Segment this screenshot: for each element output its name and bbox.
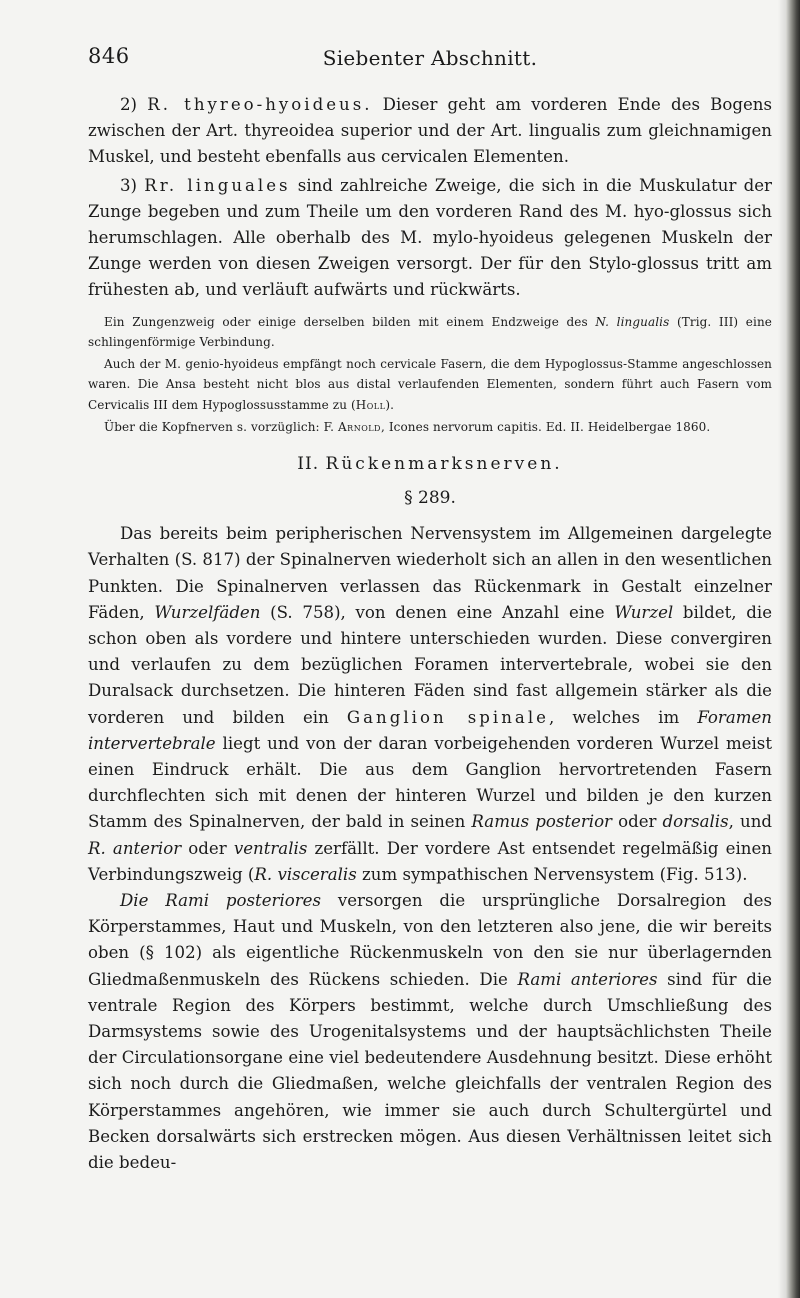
small-print-notes bbox=[88, 312, 772, 438]
note-text: , Icones nervorum capitis. Ed. II. Heidelbergae 1860. bbox=[380, 419, 711, 434]
running-head: Siebenter Abschnitt. bbox=[322, 46, 538, 70]
body-text: sind für die ventrale Region des Körpers bestimmt, welche durch Umschließung des Darmsystems sowie des Urogenitalsystems und der hauptsächlichsten Theile der Circulationsorgane eine viel bedeutendere Ausdehnung besitzt. Diese erhöht sich noch durch die Gliedmaßen, welche gleichfalls der ventralen Region des Körperstammes angehören, wie immer sie auch durch Schultergürtel und Becken dorsalwärts sich erstrecken mögen. Aus diesen Verhältnissen leitet sich die bedeu- bbox=[88, 969, 772, 1173]
body-text: Das bereits beim peripherischen Nervensystem im Allgemeinen dargelegte Verhalten (S. 817) der Spinalnerven wiederholt sich an allen in den wesentlichen Punkten. Die Spinalnerven verlassen das Rückenmark in Gestalt einzelner Fäden, bbox=[88, 524, 772, 622]
note-text: Ein Zungenzweig oder einige derselben bilden mit einem Endzweige des bbox=[104, 314, 596, 329]
page-header bbox=[88, 44, 772, 78]
section-heading bbox=[88, 451, 772, 477]
spaced-term: Ganglion spinale bbox=[346, 707, 549, 727]
paragraph-rami bbox=[88, 888, 772, 1176]
italic-term: ventralis bbox=[233, 838, 308, 858]
note-zungenzweig bbox=[88, 312, 772, 353]
body-text: versorgen die ursprüngliche Dorsalregion des Körperstammes, Haut und Muskeln, von den letzteren also jene, die wir bereits oben (§ 102) als eigentliche Rückenmuskeln von den sie nur überlagernden Gliedmaßenmuskeln des Rückens schieden. Die bbox=[88, 891, 772, 989]
body-text: bildet, die schon oben als vordere und hintere unterschieden wurden. Diese convergiren und verlaufen zu dem bezüglichen Foramen intervertebrale, wobei sie den Duralsack durchsetzen. Die hinteren Fäden sind fast allgemein stärker als die vorderen und bilden ein bbox=[88, 602, 773, 727]
section-body bbox=[88, 521, 772, 1176]
item-number: 3) bbox=[120, 175, 138, 195]
paragraph-text: Dieser geht am vorderen Ende des Bogens zwischen der Art. thyreoidea superior und der Art. lingualis zum gleichnamigen Muskel, und besteht ebenfalls aus cervicalen Elementen. bbox=[88, 95, 772, 167]
paragraph-spinalnerven bbox=[88, 521, 772, 888]
page-number: 846 bbox=[88, 44, 130, 68]
section-number: II. bbox=[297, 454, 320, 475]
italic-term: Die Rami posteriores bbox=[120, 891, 322, 911]
paragraph-mark: § 289. bbox=[404, 488, 456, 509]
page-edge-shadow bbox=[778, 0, 786, 1298]
italic-term: R. anterior bbox=[88, 838, 182, 858]
item-number: 2) bbox=[120, 95, 138, 114]
note-italic: N. lingualis bbox=[595, 314, 670, 329]
body-text: zerfällt. Der vordere Ast entsendet regelmäßig einen Verbindungszweig ( bbox=[88, 838, 772, 884]
note-genio-hyoideus bbox=[88, 354, 772, 416]
nerve-name: Rr. linguales bbox=[144, 175, 291, 195]
italic-term: Ramus posterior bbox=[471, 812, 612, 832]
paragraph-text: sind zahlreiche Zweige, die sich in die Muskulatur der Zunge begeben und zum Theile um den vorderen Rand des M. hyo-glossus sich herumschlagen. Alle oberhalb des M. mylo-hyoideus gelegenen Muskeln der Zunge werden von diesen Zweigen versorgt. Der für den Stylo-glossus tritt am frühesten ab, und verläuft aufwärts und rückwärts. bbox=[88, 175, 772, 300]
body-text: oder bbox=[612, 812, 663, 832]
note-text: (Trig. III) eine schlingenförmige Verbindung. bbox=[88, 314, 772, 350]
note-reference bbox=[88, 417, 772, 438]
body-text: (S. 758), von denen eine Anzahl eine bbox=[260, 602, 615, 622]
italic-term: dorsalis bbox=[662, 812, 729, 832]
author-name: Holl bbox=[355, 398, 386, 412]
italic-term: Wurzel bbox=[614, 602, 674, 622]
body-text: , und bbox=[728, 812, 773, 832]
note-text: ). bbox=[385, 398, 395, 412]
section-title: Rückenmarksnerven. bbox=[325, 454, 563, 475]
italic-term: Foramen intervertebrale bbox=[88, 707, 772, 753]
body-text: liegt und von der daran vorbeigehenden vorderen Wurzel meist einen Eindruck erhält. Die aus dem Ganglion hervortretenden Fasern durchflechten sich mit denen der hinteren Wurzel und bilden je den kurzen Stamm des Spinalnerven, der bald in seinen bbox=[88, 733, 772, 832]
page-content bbox=[88, 92, 772, 1176]
body-text: oder bbox=[181, 838, 234, 858]
paragraph-r-thyreo-hyoideus bbox=[88, 92, 772, 171]
note-text: Auch der M. genio-hyoideus empfängt noch cervicale Fasern, die dem Hypoglossus-Stamme angeschlossen waren. Die Ansa besteht nicht blos aus distal verlaufenden Elementen, sondern führt auch Fasern vom Cervicalis III dem Hypoglossusstamme zu ( bbox=[88, 356, 772, 412]
body-text: zum sympathischen Nervensystem (Fig. 513). bbox=[356, 864, 748, 884]
italic-term: R. visceralis bbox=[254, 864, 357, 884]
italic-term: Rami anteriores bbox=[517, 969, 658, 989]
italic-term: Wurzelfäden bbox=[154, 602, 261, 622]
paragraph-rr-linguales bbox=[88, 173, 772, 304]
nerve-name: R. thyreo-hyoideus. bbox=[147, 95, 373, 114]
body-text: , welches im bbox=[548, 707, 698, 727]
book-binding-edge bbox=[786, 0, 800, 1298]
author-name: Arnold bbox=[338, 419, 381, 434]
note-text: Über die Kopfnerven s. vorzüglich: F. bbox=[104, 419, 338, 434]
